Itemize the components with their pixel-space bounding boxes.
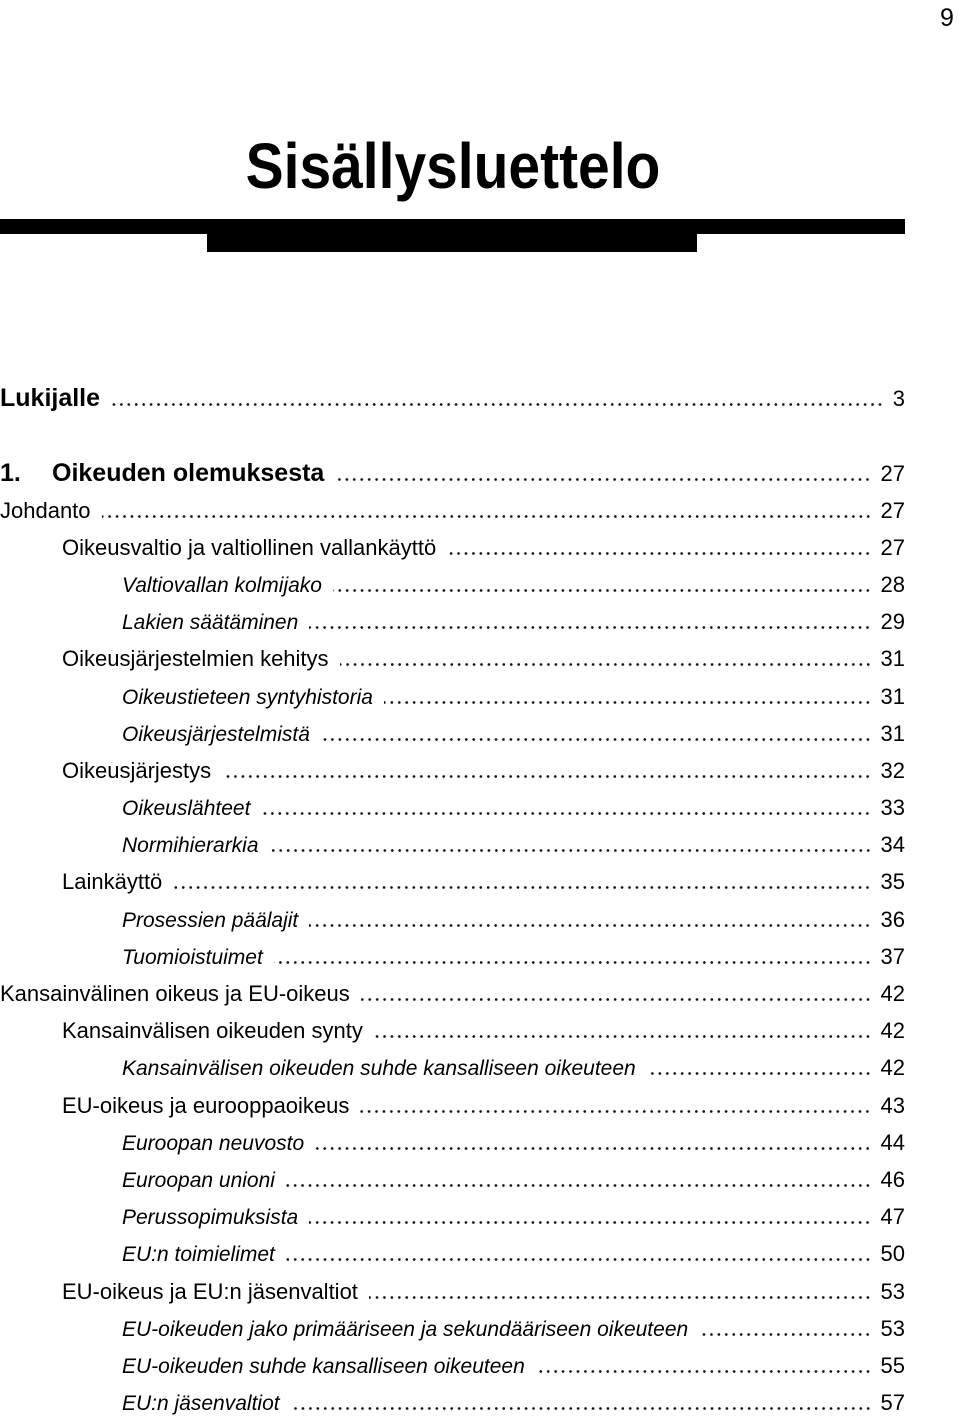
toc-entry-title: Normihierarkia [122,834,259,858]
toc-page-number: 32 [880,757,905,783]
toc-page-number: 37 [880,943,905,969]
toc-dot-leader [270,849,872,852]
toc-page-number: 43 [880,1092,905,1118]
toc-item [0,1313,905,1345]
toc-page-number: 53 [880,1315,905,1341]
toc-page-number: 27 [880,461,905,487]
toc-page-number: 34 [880,832,905,858]
page-number: 9 [940,4,954,32]
toc-entry-title: Euroopan neuvosto [122,1131,305,1155]
toc-item [0,829,905,861]
toc-page-number: 31 [880,720,905,746]
toc-item [0,1201,905,1233]
toc-dot-leader [333,589,872,592]
toc-chapter-number: 1. [0,459,21,488]
toc-subsection [0,755,905,787]
toc-item [0,904,905,936]
toc-page-number: 27 [880,497,905,523]
toc-entry-title: Oikeuden olemuksesta [52,459,325,488]
toc-entry-title: Lakien säätäminen [122,611,299,635]
toc-entry-title: Valtiovallan kolmijako [122,573,322,597]
toc-dot-leader [261,812,871,815]
toc-item [0,1238,905,1270]
page-title [0,130,906,202]
toc-page-number: 42 [880,1018,905,1044]
toc-dot-leader [291,1407,872,1410]
toc-dot-leader [369,1296,872,1299]
toc-subsection [0,1090,905,1122]
toc-entry-title: Lainkäyttö [62,869,163,895]
toc-entry-title: EU:n jäsenvaltiot [122,1392,280,1416]
toc-entry-title: Oikeustieteen syntyhistoria [122,685,373,709]
toc-dot-leader [102,515,872,518]
toc-dot-leader [335,478,871,481]
toc-entry-title: Oikeusjärjestys [62,757,212,783]
toc-subsection [0,1015,905,1047]
toc-page-number: 31 [880,683,905,709]
toc-entry-title: Oikeusjärjestelmien kehitys [62,646,329,672]
toc-entry-title: Perussopimuksista [122,1206,299,1230]
toc-subsection [0,643,905,675]
toc-page-number: 44 [880,1129,905,1155]
toc-item [0,606,905,638]
toc-entry-title: Lukijalle [0,384,101,412]
toc-entry-title: Oikeusjärjestelmistä [122,722,310,746]
toc-subsection [0,1276,905,1308]
toc-dot-leader [309,924,871,927]
toc-page-number: 53 [880,1278,905,1304]
toc-page-number: 55 [880,1352,905,1378]
toc-entry-title: Johdanto [0,497,91,523]
toc-dot-leader [309,626,871,629]
toc-entry-title: Oikeusvaltio ja valtiollinen vallankäyttö [62,534,437,560]
toc-page-number: 35 [880,869,905,895]
toc-page-number: 31 [880,646,905,672]
toc-entry-title: EU-oikeuden suhde kansalliseen oikeuteen [122,1354,525,1378]
toc-entry-title: EU-oikeus ja EU:n jäsenvaltiot [62,1278,358,1304]
toc-item [0,941,905,973]
toc-preface [0,382,905,414]
toc-item [0,792,905,824]
toc-dot-leader [374,1035,872,1038]
toc-item [0,1127,905,1159]
toc-entry-title: Kansainvälinen oikeus ja EU-oikeus [0,981,350,1006]
toc-dot-leader [274,961,872,964]
toc-page-number: 28 [880,571,905,597]
toc-page-number: 46 [880,1166,905,1192]
page-title-text: Sisällysluettelo [245,130,661,202]
toc-item [0,1387,905,1419]
toc-entry-title: Kansainvälisen oikeuden synty [62,1018,363,1044]
toc-dot-leader [309,1221,871,1224]
toc-dot-leader [340,663,872,666]
toc-dot-leader [222,775,871,778]
toc-item [0,718,905,750]
toc-dot-leader [286,1184,872,1187]
toc-page-number: 57 [880,1390,905,1416]
toc-entry-title: EU:n toimielimet [122,1243,275,1267]
toc-item [0,681,905,713]
toc-item [0,569,905,601]
toc-entry-title: EU-oikeus ja eurooppaoikeus [62,1092,350,1118]
toc-entry-title: Euroopan unioni [122,1168,275,1192]
toc-dot-leader [111,403,884,406]
toc-dot-leader [384,701,872,704]
toc-entry-title: Tuomioistuimet [122,945,263,969]
toc-page-number: 36 [880,906,905,932]
toc-dot-leader [173,886,871,889]
toc-page-number: 3 [892,386,905,411]
toc-dot-leader [447,552,871,555]
toc-entry-title: Kansainvälisen oikeuden suhde kansalliseen oikeuteen [122,1057,636,1081]
toc-page-number: 47 [880,1204,905,1230]
toc-page-number: 33 [880,795,905,821]
toc-page-number: 50 [880,1241,905,1267]
toc-chapter [0,457,905,489]
toc-entry-title: EU-oikeuden jako primääriseen ja sekundääriseen oikeuteen [122,1317,689,1341]
toc-dot-leader [699,1333,871,1336]
toc-entry-title: Oikeuslähteet [122,797,251,821]
toc-item [0,1164,905,1196]
title-rule-block [207,219,697,252]
toc-section [0,495,905,527]
toc-page-number: 27 [880,534,905,560]
toc-entry-title: Prosessien päälajit [122,908,299,932]
toc-list [0,382,905,1419]
toc-item [0,1052,905,1084]
toc-page-number: 42 [880,981,905,1006]
toc-page-number: 29 [880,609,905,635]
toc-page-number: 42 [880,1055,905,1081]
toc-dot-leader [315,1147,871,1150]
toc-dot-leader [360,1110,871,1113]
toc-section [0,978,905,1010]
toc-dot-leader [361,998,872,1001]
toc-item [0,1350,905,1382]
toc-subsection [0,866,905,898]
toc-dot-leader [536,1370,872,1373]
toc-dot-leader [321,738,872,741]
toc-subsection [0,532,905,564]
toc-dot-leader [647,1072,872,1075]
toc-dot-leader [286,1258,872,1261]
